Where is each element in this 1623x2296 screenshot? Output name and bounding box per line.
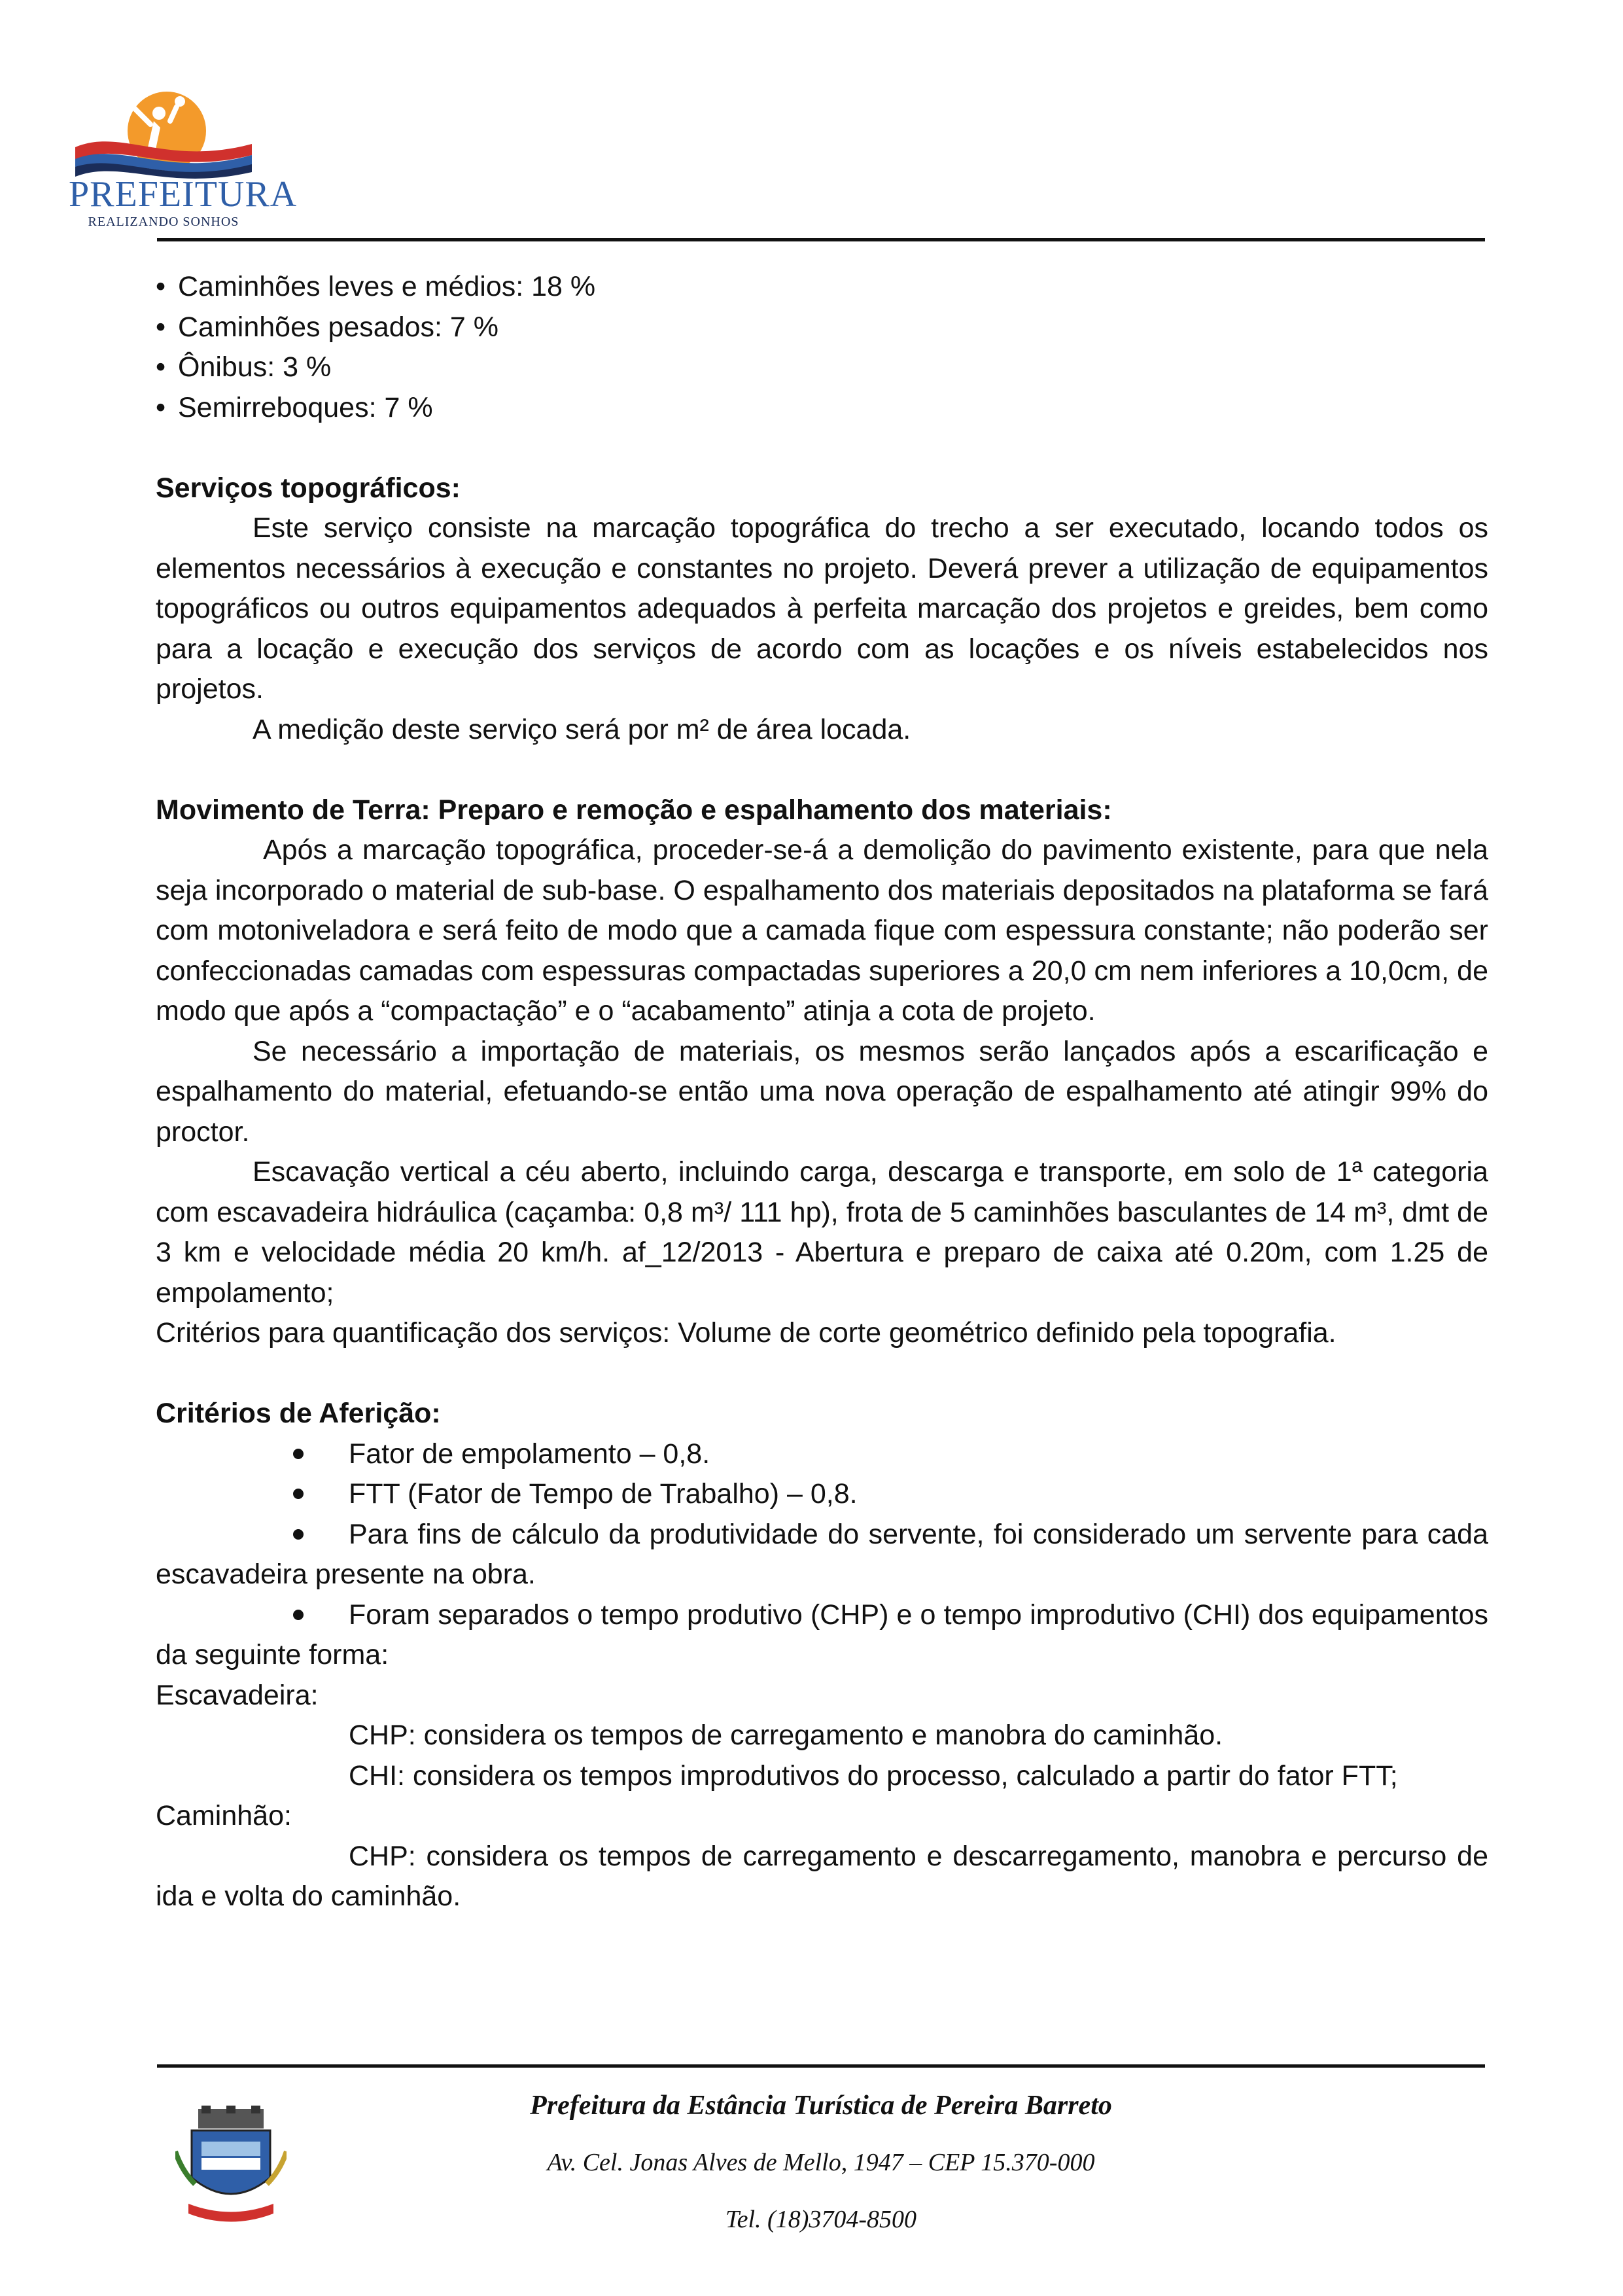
document-body: [156, 267, 1488, 1917]
footer-address: Av. Cel. Jonas Alves de Mello, 1947 – CEP 15.370-000: [547, 2149, 1095, 2176]
bullet-item: Fator de empolamento – 0,8.: [156, 1434, 1488, 1475]
paragraph: Após a marcação topográfica, proceder-se-á a demolição do pavimento existente, para que nela seja incorporado o material de sub-base. O espalhamento dos materiais depositados na plataforma se fará com motoniveladora e será feito de modo que a camada fique com espessura constante; não poderão ser confeccionadas camadas com espessuras compactadas superiores a 20,0 cm nem inferiores a 10,0cm, de modo que após a “compactação” e o “acabamento” atinja a cota de projeto.: [156, 834, 1488, 1027]
paragraph: Critérios para quantificação dos serviços: Volume de corte geométrico definido pela topografia.: [156, 1317, 1336, 1349]
list-item: • Semirreboques: 7 %: [156, 391, 433, 423]
logo-sun-figure-icon: [69, 82, 258, 180]
bullet-icon: [293, 1529, 304, 1540]
paragraph: Se necessário a importação de materiais, os mesmos serão lançados após a escarificação e espalhamento do material, efetuando-se então uma nova operação de espalhamento até atingir 99% do proctor.: [156, 1035, 1488, 1148]
sub-item: CHP: considera os tempos de carregamento e manobra do caminhão.: [349, 1720, 1223, 1751]
sub-item: CHI: considera os tempos improdutivos do processo, calculado a partir do fator FTT;: [349, 1759, 1398, 1792]
bullet-icon: [293, 1489, 304, 1499]
list-item: • Caminhões leves e médios: 18 %: [156, 271, 596, 302]
section-heading-topografia: Serviços topográficos:: [156, 472, 461, 504]
list-item: • Caminhões pesados: 7 %: [156, 311, 499, 343]
bullet-item: Foram separados o tempo produtivo (CHP) e o tempo improdutivo (CHI) dos equipamentos da seguinte forma:: [156, 1598, 1488, 1670]
bullet-icon: [293, 1449, 304, 1459]
paragraph: Este serviço consiste na marcação topográfica do trecho a ser executado, locando todos os elementos necessários à execução e constantes no projeto. Deverá prever a utilização de equipamentos topográficos ou outros equipamentos adequados à perfeita marcação dos projetos e greides, bem como para a locação e execução dos serviços de acordo com as locações e os níveis estabelecidos nos projetos.: [156, 512, 1488, 705]
municipal-crest-icon: [175, 2106, 287, 2227]
footer-org-name: Prefeitura da Estância Turística de Pereira Barreto: [530, 2091, 1112, 2121]
logo-tagline: REALIZANDO SONHOS: [88, 215, 239, 229]
section-heading-movimento: Movimento de Terra: Preparo e remoção e espalhamento dos materiais:: [156, 794, 1112, 826]
sub-item: CHP: considera os tempos de carregamento e descarregamento, manobra e percurso de ida e volta do caminhão.: [156, 1840, 1488, 1912]
footer-divider: [157, 2064, 1485, 2068]
logo-wordmark: PREFEITURA: [69, 174, 298, 215]
paragraph: Escavação vertical a céu aberto, incluindo carga, descarga e transporte, em solo de 1ª categoria com escavadeira hidráulica (caçamba: 0,8 m³/ 111 hp), frota de 5 caminhões basculantes de 14 m³, dmt de 3 km e velocidade média 20 km/h. af_12/2013 - Abertura e preparo de caixa até 0.20m, com 1.25 de empolamento;: [156, 1156, 1488, 1309]
section-heading-afericao: Critérios de Aferição:: [156, 1398, 441, 1429]
bullet-item: Para fins de cálculo da produtividade do servente, foi considerado um servente para cada escavadeira presente na obra.: [156, 1518, 1488, 1590]
equipment-label-escavadeira: Escavadeira:: [156, 1679, 319, 1711]
header-divider: [157, 238, 1485, 241]
prefeitura-logo: [69, 82, 298, 229]
bullet-icon: [293, 1610, 304, 1620]
list-item: • Ônibus: 3 %: [156, 351, 332, 383]
equipment-label-caminhao: Caminhão:: [156, 1800, 292, 1831]
paragraph: A medição deste serviço será por m² de área locada.: [253, 713, 911, 745]
footer-phone: Tel. (18)3704-8500: [725, 2206, 917, 2233]
bullet-item: FTT (Fator de Tempo de Trabalho) – 0,8.: [156, 1474, 1488, 1515]
